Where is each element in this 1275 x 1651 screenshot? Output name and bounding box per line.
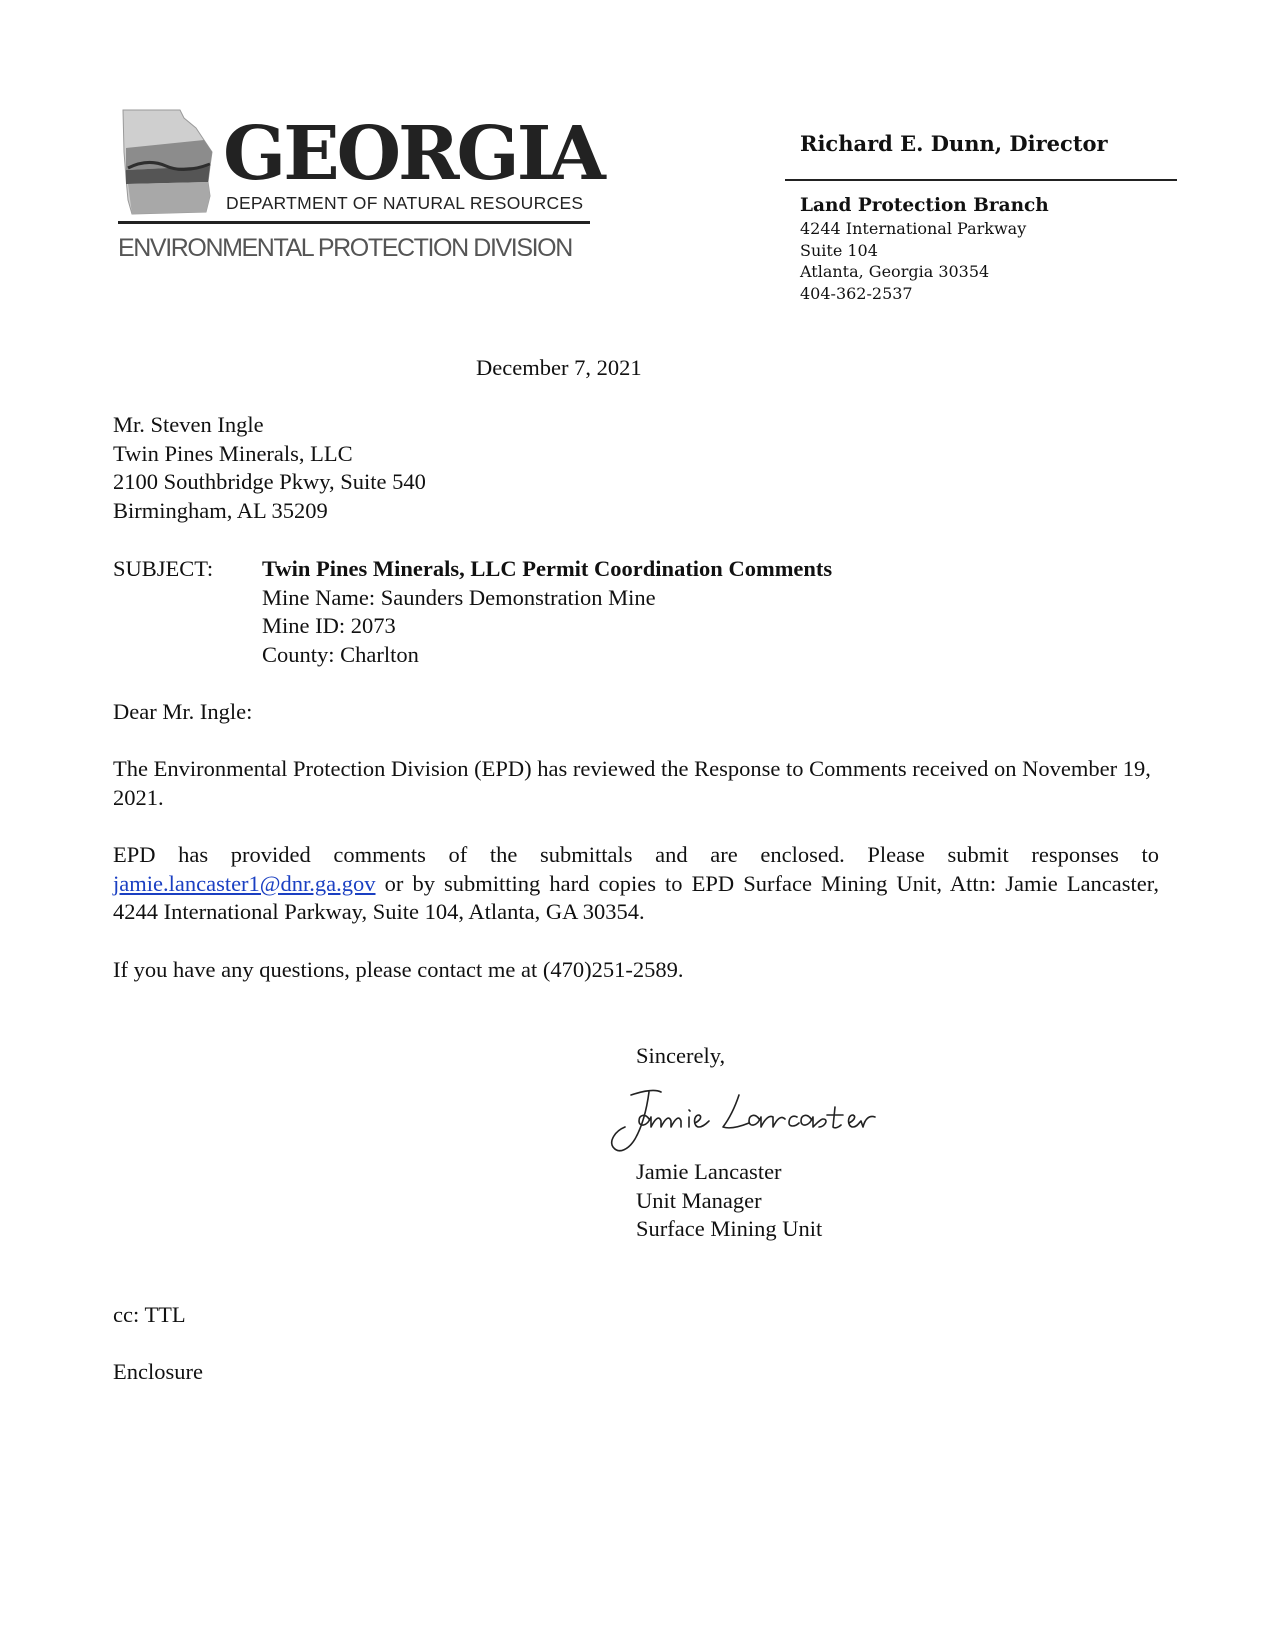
body-paragraph-2 [113,841,1159,927]
email-link[interactable]: jamie.lancaster1@dnr.ga.gov [113,870,376,896]
logo-department: DEPARTMENT OF NATURAL RESOURCES [226,193,584,213]
body-paragraph-3: If you have any questions, please contact me at (470)251-2589. [113,957,684,982]
signature-icon [603,1083,883,1163]
subject-title: Twin Pines Minerals, LLC Permit Coordination Comments [262,556,833,581]
signer-title: Unit Manager [636,1187,762,1213]
logo-wordmark: GEORGIA [223,111,603,197]
enclosure-line: Enclosure [113,1359,203,1384]
georgia-map-icon [118,108,223,220]
signer-unit: Surface Mining Unit [636,1216,823,1241]
branch-suite: Suite 104 [800,240,878,260]
branch-address [800,194,1049,304]
salutation: Dear Mr. Ingle: [113,699,253,724]
signer-name: Jamie Lancaster [636,1159,782,1184]
recipient-name: Mr. Steven Ingle [113,412,264,437]
recipient-address [113,411,426,525]
branch-name: Land Protection Branch [800,195,1049,216]
paragraph-text: or by submitting hard copies to EPD Surface Mining Unit, Attn: Jamie Lancaster, 4244 International Parkway, Suite 104, Atlanta, GA 30354. [113,870,1159,924]
director-name: Richard E. Dunn, Director [800,131,1108,156]
branch-street: 4244 International Parkway [800,219,1027,238]
paragraph-text: EPD has provided comments of the submittals and are enclosed. Please submit responses to [113,842,1159,867]
branch-phone: 404-362-2537 [800,283,913,303]
recipient-company: Twin Pines Minerals, LLC [113,440,353,466]
agency-logo [118,108,618,283]
body-paragraph-1: The Environmental Protection Division (EPD) has reviewed the Response to Comments received on November 19, 2021. [113,756,1151,810]
signer-block [636,1158,822,1244]
subject-label: SUBJECT: [113,556,214,581]
subject-block [262,555,832,669]
recipient-city: Birmingham, AL 35209 [113,497,328,523]
logo-divider [118,221,590,224]
letter-date: December 7, 2021 [476,355,642,380]
header-divider [785,179,1177,181]
logo-division: ENVIRONMENTAL PROTECTION DIVISION [118,234,572,262]
closing: Sincerely, [636,1043,726,1068]
subject-mine-name: Mine Name: Saunders Demonstration Mine [262,584,656,610]
cc-line: cc: TTL [113,1302,186,1327]
handwritten-signature [603,1083,883,1168]
branch-city: Atlanta, Georgia 30354 [800,262,990,281]
recipient-street: 2100 Southbridge Pkwy, Suite 540 [113,469,426,494]
subject-mine-id: Mine ID: 2073 [262,613,396,638]
subject-county: County: Charlton [262,641,419,667]
